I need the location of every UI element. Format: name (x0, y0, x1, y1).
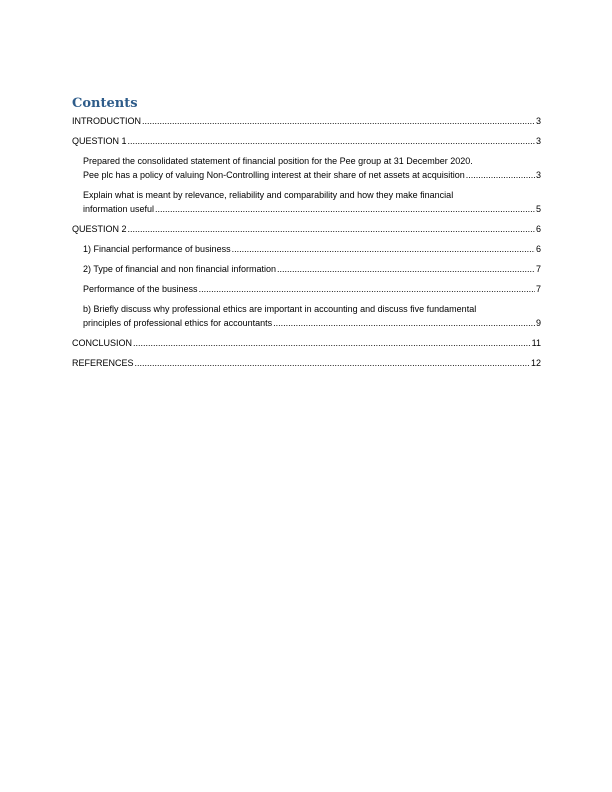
toc-entry-financial-performance[interactable] (72, 242, 541, 256)
toc-entry-introduction[interactable] (72, 114, 541, 128)
toc-entry-text: CONCLUSION (72, 338, 133, 348)
toc-entry-text: information useful (83, 204, 155, 214)
toc-page-number: 3 (535, 116, 541, 126)
toc-page-number: 11 (531, 338, 541, 348)
toc-page-number: 5 (535, 204, 541, 214)
table-of-contents (72, 114, 541, 376)
toc-entry-question-1[interactable] (72, 134, 541, 148)
toc-entry-text: Pee plc has a policy of valuing Non-Controlling interest at their share of net assets at acquisition (83, 170, 465, 180)
toc-entry-text-line1: b) Briefly discuss why professional ethics are important in accounting and discuss five fundamental (83, 304, 477, 314)
toc-entry-type-of-information[interactable] (72, 262, 541, 276)
toc-entry-references[interactable] (72, 356, 541, 370)
toc-entry-text-line1: Explain what is meant by relevance, reliability and comparability and how they make financial (83, 190, 454, 200)
dot-leader (135, 356, 530, 370)
toc-page-number: 7 (535, 264, 541, 274)
toc-entry-text: principles of professional ethics for accountants (83, 318, 273, 328)
toc-entry-relevance-reliability[interactable] (72, 188, 541, 216)
toc-entry-professional-ethics[interactable] (72, 302, 541, 330)
toc-entry-text: QUESTION 2 (72, 224, 127, 234)
toc-entry-text: INTRODUCTION (72, 116, 141, 126)
toc-entry-text: 2) Type of financial and non financial information (83, 264, 276, 274)
toc-entry-performance-of-business[interactable] (72, 282, 541, 296)
toc-entry-text: QUESTION 1 (72, 136, 127, 146)
toc-entry-text: 1) Financial performance of business (83, 244, 231, 254)
dot-leader (155, 202, 535, 216)
toc-entry-text-line1: Prepared the consolidated statement of financial position for the Pee group at 31 December 2020. (83, 156, 473, 166)
dot-leader (142, 114, 535, 128)
dot-leader (128, 134, 535, 148)
dot-leader (273, 316, 535, 330)
toc-entry-conclusion[interactable] (72, 336, 541, 350)
dot-leader (277, 262, 535, 276)
toc-page-number: 9 (535, 318, 541, 328)
toc-title: Contents (72, 96, 138, 111)
dot-leader (199, 282, 535, 296)
toc-entry-question-2[interactable] (72, 222, 541, 236)
dot-leader (232, 242, 535, 256)
toc-entry-text: REFERENCES (72, 358, 134, 368)
toc-page-number: 6 (535, 224, 541, 234)
toc-entry-text: Performance of the business (83, 284, 198, 294)
dot-leader (133, 336, 531, 350)
dot-leader (128, 222, 535, 236)
toc-page-number: 6 (535, 244, 541, 254)
toc-page-number: 3 (535, 170, 541, 180)
toc-page-number: 12 (530, 358, 541, 368)
toc-page-number: 3 (535, 136, 541, 146)
toc-entry-consolidated-statement[interactable] (72, 154, 541, 182)
dot-leader (466, 168, 535, 182)
toc-page-number: 7 (535, 284, 541, 294)
